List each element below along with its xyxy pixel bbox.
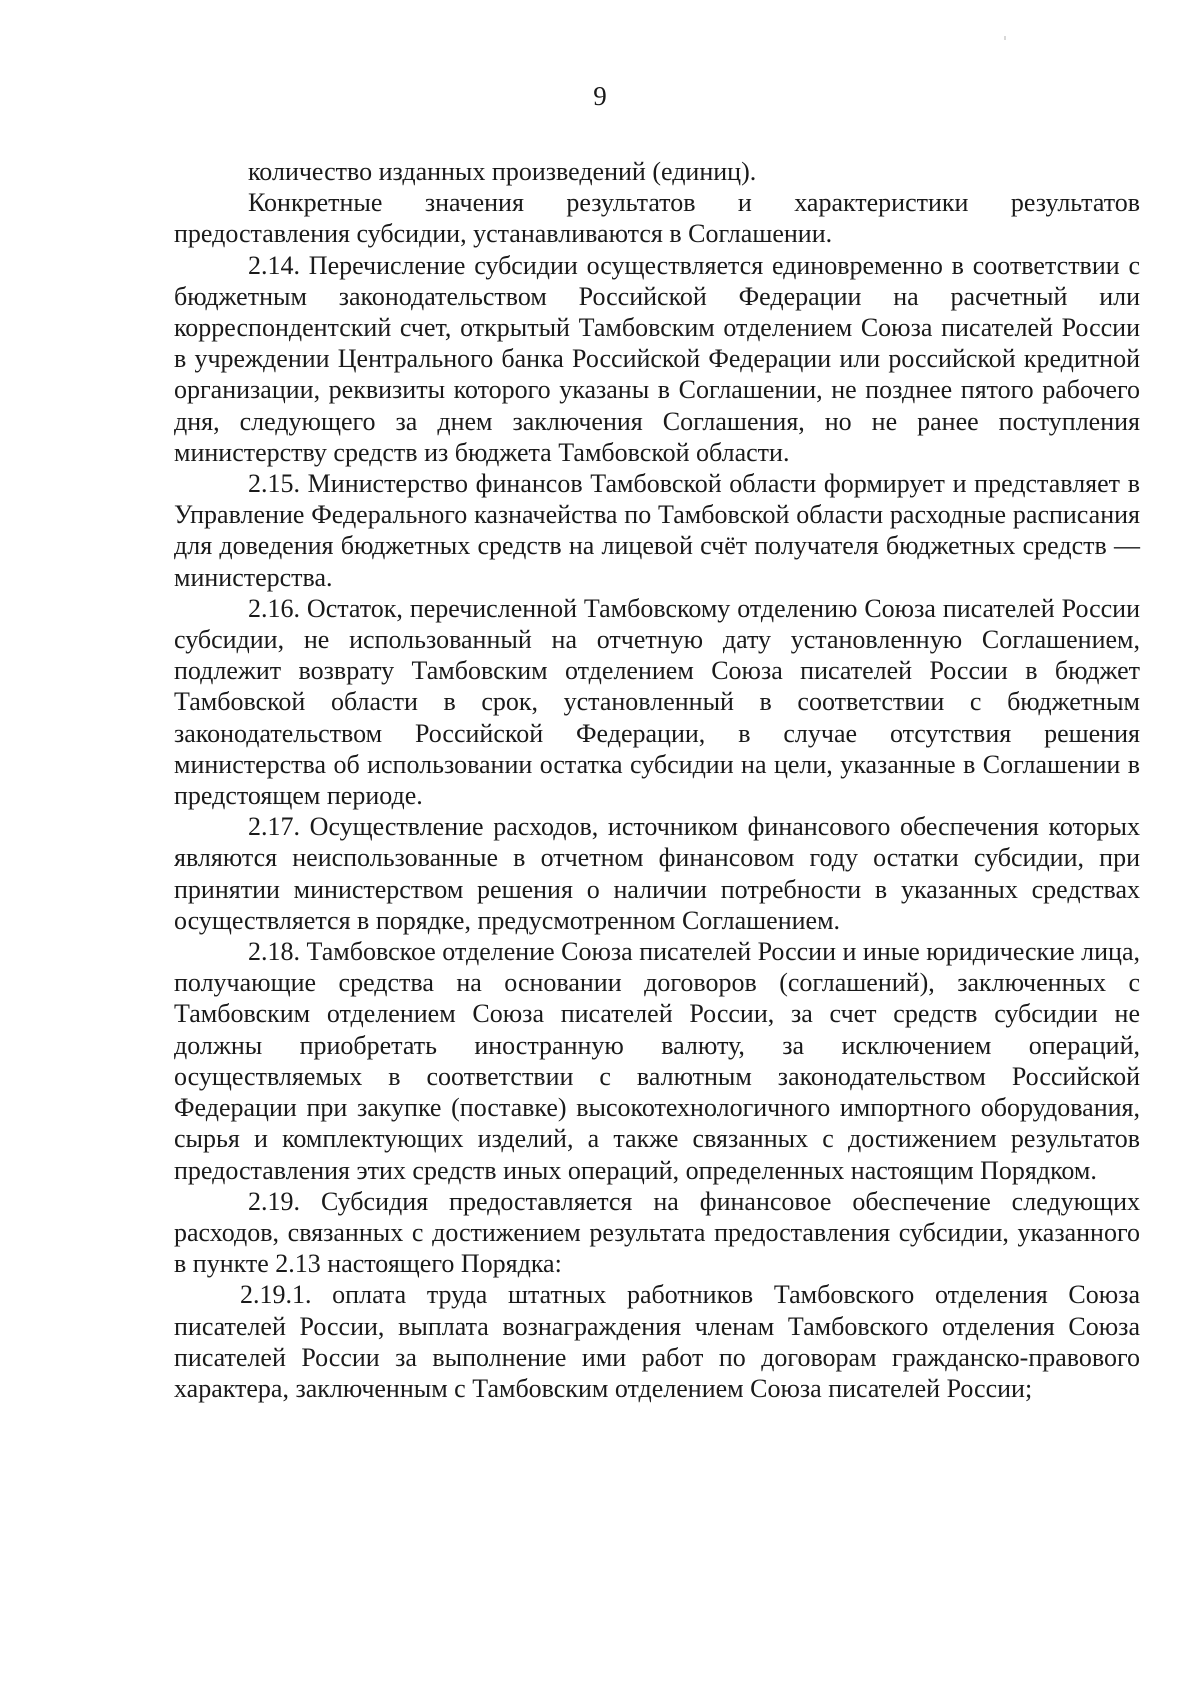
paragraph-2-17: 2.17. Осуществление расходов, источником финансового обеспечения которых являются неиспользованные в отчетном финансовом году остатки субсидии, при принятии министерством решения о наличии потребности в указанных средствах осуществляется в порядке, предусмотренном Соглашением. — [174, 812, 1140, 935]
paragraph-results-count: количество изданных произведений (единиц). — [248, 157, 757, 186]
paragraph-2-19-1: 2.19.1. оплата труда штатных работников Тамбовского отделения Союза писателей России, выплата вознаграждения членам Тамбовского отделения Союза писателей России за выполнение ими работ по договорам гражданско-правового характера, заключенным с Тамбовским отделением Союза писателей России; — [174, 1280, 1140, 1403]
paragraph-2-19: 2.19. Субсидия предоставляется на финансовое обеспечение следующих расходов, связанных с достижением результата предоставления субсидии, указанного в пункте 2.13 настоящего Порядка: — [174, 1186, 1140, 1279]
paragraph-2-16: 2.16. Остаток, перечисленной Тамбовскому отделению Союза писателей России субсидии, не использованный на отчетную дату установленную Соглашением, подлежит возврату Тамбовским отделением Союза писателей России в бюджет Тамбовской области в срок, установленный в соответствии с бюджетным законодательством Российской Федерации, в случае отсутствия решения министерства об использовании остатка субсидии на цели, указанные в Соглашении в предстоящем периоде. — [174, 593, 1140, 811]
paragraph-2-14: 2.14. Перечисление субсидии осуществляется единовременно в соответствии с бюджетным законодательством Российской Федерации на расчетный или корреспондентский счет, открытый Тамбовским отделением Союза писателей России в учреждении Центрального банка Российской Федерации или российской кредитной организации, реквизиты которого указаны в Соглашении, не позднее пятого рабочего дня, следующего за днем заключения Соглашения, но не ранее поступления министерству средств из бюджета Тамбовской области. — [174, 250, 1140, 467]
page-number: 9 — [593, 81, 607, 111]
scan-artifact — [1004, 36, 1006, 40]
paragraph-2-18: 2.18. Тамбовское отделение Союза писателей России и иные юридические лица, получающие средства на основании договоров (соглашений), заключенных с Тамбовским отделением Союза писателей России, за счет средств субсидии не должны приобретать иностранную валюту, за исключением операций, осуществляемых в соответствии с валютным законодательством Российской Федерации при закупке (поставке) высокотехнологичного импортного оборудования, сырья и комплектующих изделий, а также связанных с достижением результатов предоставления этих средств иных операций, определенных настоящим Порядком. — [174, 937, 1140, 1185]
paragraph-results-values: Конкретные значения результатов и характеристики результатов предоставления субсидии, устанавливаются в Соглашении. — [174, 188, 1140, 249]
document-body — [174, 156, 1140, 1404]
paragraph-2-15: 2.15. Министерство финансов Тамбовской области формирует и представляет в Управление Федерального казначейства по Тамбовской области расходные расписания для доведения бюджетных средств на лицевой счёт получателя бюджетных средств — министерства. — [174, 469, 1140, 592]
